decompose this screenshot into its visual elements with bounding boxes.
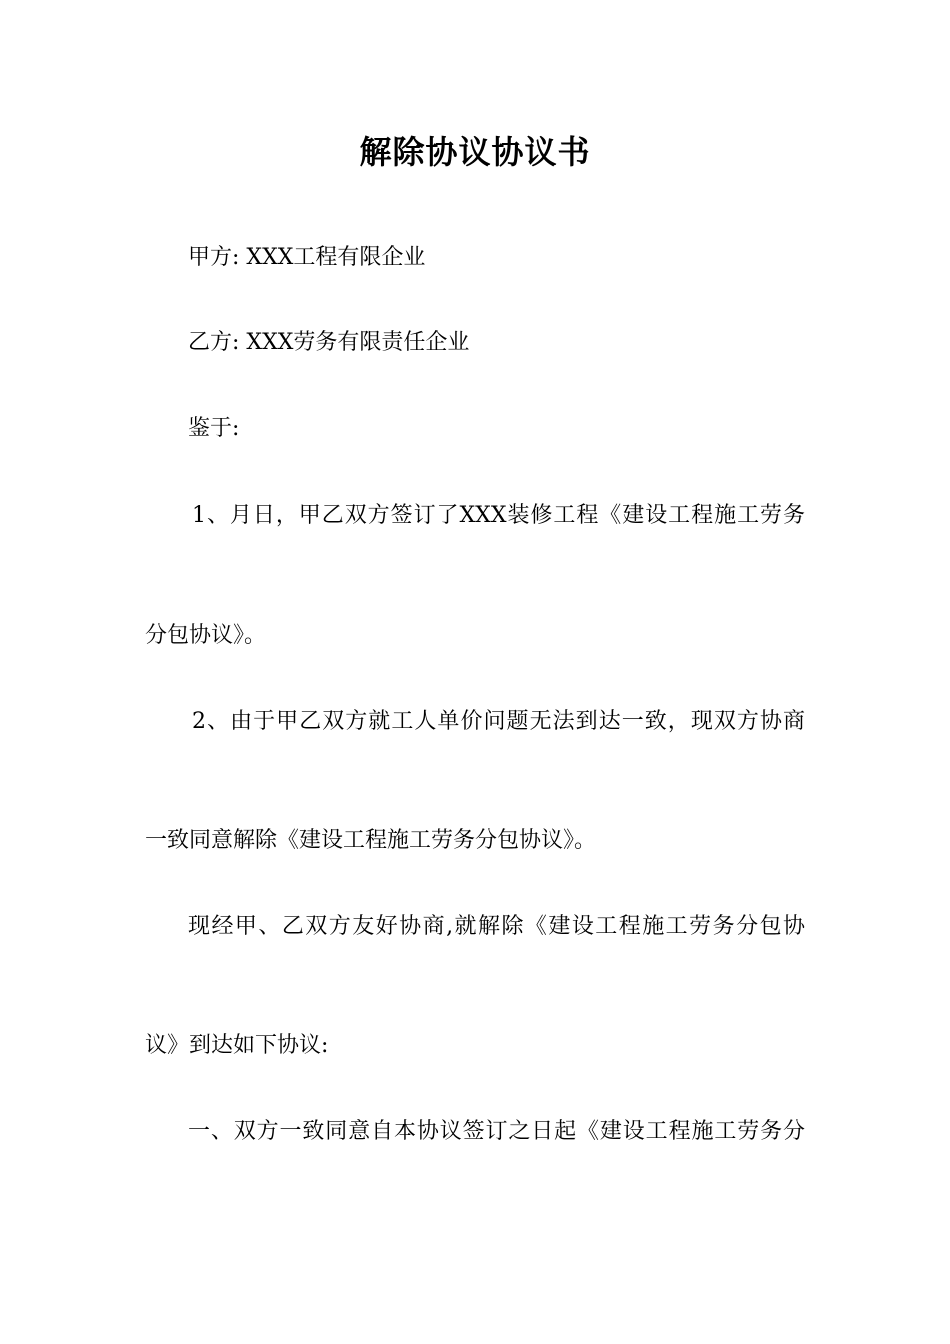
whereas-line: 鉴于: bbox=[188, 416, 240, 441]
agreement-line-1: 现经甲、乙双方友好协商,就解除《建设工程施工劳务分包协 bbox=[188, 914, 805, 939]
clause-1-line-1: 1、月日，甲乙双方签订了XXX装修工程《建设工程施工劳务 bbox=[192, 503, 805, 528]
party-b-line: 乙方: XXX劳务有限责任企业 bbox=[188, 330, 470, 355]
clause-2-line-1: 2、由于甲乙双方就工人单价问题无法到达一致，现双方协商 bbox=[192, 709, 805, 734]
party-a-line: 甲方: XXX工程有限企业 bbox=[188, 245, 426, 270]
term-1-line-1: 一、双方一致同意自本协议签订之日起《建设工程施工劳务分 bbox=[188, 1119, 805, 1144]
clause-2-line-2: 一致同意解除《建设工程施工劳务分包协议》。 bbox=[145, 828, 597, 853]
document-title: 解除协议协议书 bbox=[359, 133, 591, 171]
agreement-line-2: 议》到达如下协议: bbox=[145, 1033, 329, 1058]
clause-1-line-2: 分包协议》。 bbox=[145, 623, 267, 648]
